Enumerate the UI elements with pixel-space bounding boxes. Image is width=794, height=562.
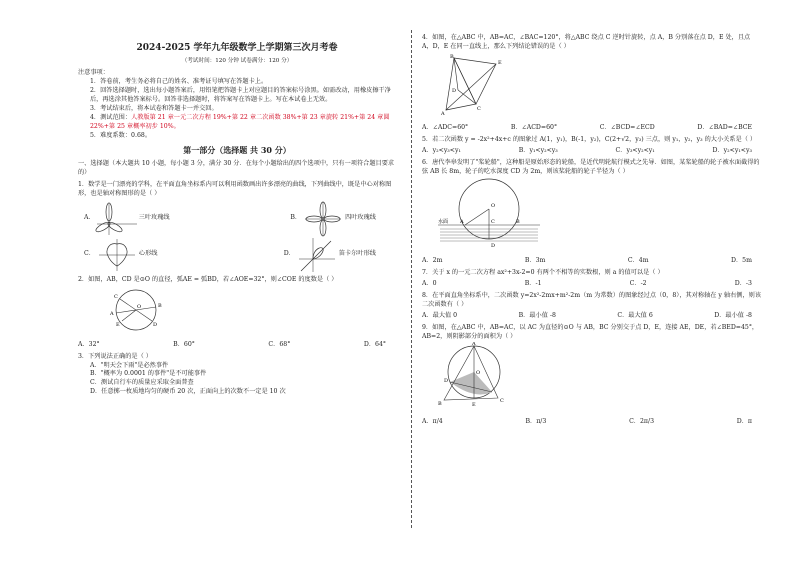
q6-option-b[interactable]: B．3m bbox=[524, 256, 546, 264]
q6-options bbox=[422, 257, 762, 266]
question-3 bbox=[78, 353, 396, 398]
q2-point-c: C bbox=[114, 293, 118, 300]
note-1: 1．答卷前，考生务必将自己的姓名、准考证号填写在答题卡上。 bbox=[90, 78, 268, 86]
note-3: 3．考试结束后，将本试卷和答题卡一并交回。 bbox=[90, 105, 218, 113]
note-4-label: 4．测试范围： bbox=[90, 114, 132, 122]
folium-of-descartes-figure bbox=[295, 237, 339, 273]
column-divider bbox=[411, 30, 412, 528]
q1-option-b[interactable] bbox=[290, 201, 376, 237]
q4-point-e: E bbox=[498, 59, 502, 66]
q6-option-d[interactable]: D．5m bbox=[731, 256, 752, 264]
right-column bbox=[422, 30, 762, 427]
q6-point-o: O bbox=[491, 202, 496, 209]
q5-option-b[interactable]: B．y₁<y₂<y₃ bbox=[518, 146, 558, 154]
q9-text: 9．如图，在△ABC 中，AB=AC，以 AC 为直径的⊙O 与 AB，BC 分别交于点 D，E，连接 AE，DE，若∠BED=45°，AB=2，则阴影部分的面积为（ ） bbox=[422, 323, 759, 340]
q9-point-c: C bbox=[500, 397, 504, 404]
q4-point-d: D bbox=[452, 87, 457, 94]
q3-text: 3．下列说法正确的是（ ） bbox=[78, 352, 152, 360]
q4-point-c: C bbox=[477, 105, 481, 112]
q6-paddle-wheel-figure bbox=[434, 177, 544, 251]
q9-circle-figure bbox=[434, 342, 514, 412]
q1-b-letter: B． bbox=[290, 214, 302, 222]
q1-text: 1．数学是一门漂亮的学科，在平面直角坐标系内可以利用函数画出许多漂亮的曲线，下列曲线中，既是中心对称图形，也是轴对称图形的是（ ） bbox=[78, 180, 392, 197]
q9-c-value: 2π/3 bbox=[639, 417, 655, 425]
q1-option-a[interactable] bbox=[84, 202, 170, 236]
q9-point-a: A bbox=[472, 341, 476, 347]
q6-point-c: C bbox=[491, 218, 495, 225]
q2-option-b[interactable]: B．60° bbox=[173, 340, 195, 348]
q2-point-e: E bbox=[116, 321, 120, 328]
q8-option-d[interactable]: D．最小值 -8 bbox=[714, 311, 752, 319]
question-6 bbox=[422, 159, 762, 266]
q6-option-a[interactable]: A．2m bbox=[422, 256, 443, 264]
q1-a-label: 三叶玫瑰线 bbox=[138, 214, 170, 222]
q6-point-d: D bbox=[491, 242, 496, 249]
q2-circle-figure bbox=[96, 285, 176, 335]
q7-option-c[interactable]: C．-2 bbox=[629, 279, 647, 287]
q3-option-a[interactable]: A．"明天会下雨"是必然事件 bbox=[90, 361, 169, 369]
q1-d-label: 笛卡尔叶形线 bbox=[338, 250, 376, 258]
q1-option-d[interactable] bbox=[284, 237, 376, 273]
q9-option-c[interactable] bbox=[629, 418, 654, 427]
q6-text: 6．唐代李皋发明了"桨轮船"，这种船是原始形态的轮船，是近代明轮航行模式之先导．如图，某桨轮船的轮子被水面截得的弦 AB 长 8m，轮子的吃水深度 CD 为 2m，则该桨轮船的轮子半径为（ ） bbox=[422, 158, 760, 175]
q1-options-row2 bbox=[78, 237, 396, 273]
four-leaf-rose-figure bbox=[301, 201, 345, 237]
q8-option-a[interactable]: A．最大值 0 bbox=[422, 311, 458, 319]
q7-option-d[interactable]: D．-3 bbox=[734, 279, 752, 287]
q9-a-letter: A． bbox=[422, 417, 433, 425]
q7-option-b[interactable]: B．-1 bbox=[524, 279, 542, 287]
q4-option-b[interactable]: B．∠ACD=60° bbox=[510, 123, 558, 131]
q8-option-c[interactable]: C．最大值 6 bbox=[617, 311, 653, 319]
question-2 bbox=[78, 276, 396, 350]
q7-text: 7．关于 x 的一元二次方程 ax²+3x-2=0 有两个不相等的实数根，则 a 的值可以是（ ） bbox=[422, 268, 664, 276]
q1-options-row1 bbox=[78, 201, 396, 237]
section-title: 第一部分（选择题 共 30 分） bbox=[183, 145, 291, 156]
q2-options bbox=[78, 341, 396, 350]
q4-triangle-figure bbox=[436, 52, 506, 118]
notes-heading: 注意事项： bbox=[78, 69, 109, 77]
exam-subtitle: （考试时间：120 分钟 试卷满分：120 分） bbox=[181, 58, 293, 65]
q3-option-b[interactable]: B．"概率为 0.0001 的事件"是不可能事件 bbox=[90, 370, 207, 378]
q1-b-label: 四叶玫瑰线 bbox=[345, 214, 376, 222]
q2-option-c[interactable]: C．68° bbox=[268, 340, 291, 348]
question-4 bbox=[422, 34, 762, 133]
q6-option-c[interactable]: C．4m bbox=[627, 256, 649, 264]
q9-option-d[interactable]: D．π bbox=[736, 417, 752, 425]
left-column bbox=[78, 30, 396, 397]
q9-a-value: π/4 bbox=[432, 417, 443, 425]
q8-option-b[interactable]: B．最小值 -8 bbox=[518, 311, 556, 319]
q8-text: 8．在平面直角坐标系中，二次函数 y=2x²-2mx+m²-2m（m 为常数）的图象经过点（0，8），其对称轴在 y 轴右侧，则该二次函数有（ ） bbox=[422, 291, 762, 308]
q3-option-c[interactable]: C．测试自行车的质量应采取全面普查 bbox=[90, 379, 194, 387]
q1-a-letter: A． bbox=[84, 214, 95, 222]
q2-point-b: B bbox=[158, 302, 162, 309]
exam-title: 2024-2025 学年九年级数学上学期第三次月考卷 bbox=[136, 43, 338, 53]
cardioid-figure bbox=[95, 238, 139, 272]
q6-point-a: A bbox=[460, 218, 464, 225]
question-5 bbox=[422, 136, 762, 156]
q8-options bbox=[422, 312, 762, 321]
q4-options bbox=[422, 124, 762, 133]
q9-options bbox=[422, 418, 762, 427]
q6-point-b: B bbox=[516, 218, 520, 225]
q3-option-d[interactable]: D．任意掷一枚质地均匀的硬币 20 次，正面向上的次数不一定是 10 次 bbox=[90, 388, 286, 396]
question-9 bbox=[422, 324, 762, 427]
q2-text: 2．如图，AB，CD 是⊙O 的直径，弧AE = 弧BD，若∠AOE=32°，则∠COE 的度数是（ ） bbox=[78, 275, 338, 283]
q5-text: 5．若二次函数 y = -2x²+4x+c 的图象过 A(1，y₁)，B(-1，y₂)，C(2+√2，y₃) 三点，则 y₁，y₂，y₃ 的大小关系是（ ） bbox=[422, 135, 757, 143]
q7-options bbox=[422, 280, 762, 289]
q2-option-a[interactable]: A．32° bbox=[78, 340, 100, 348]
note-4-scope: 人教版第 21 章一元二次方程 19%+第 22 章二次函数 38%+第 23 章旋转 21%+第 24 章圆 22%+第 25 章概率初步 10%。 bbox=[90, 114, 390, 131]
q4-option-c[interactable]: C．∠BCD=∠ECD bbox=[599, 123, 655, 131]
q9-c-letter: C． bbox=[629, 417, 640, 425]
q9-point-o: O bbox=[476, 369, 481, 376]
q9-point-e: E bbox=[472, 401, 476, 408]
q7-option-a[interactable]: A．0 bbox=[422, 279, 437, 287]
q1-d-letter: D． bbox=[283, 250, 295, 258]
q2-point-o: O bbox=[137, 303, 142, 310]
note-4 bbox=[78, 114, 396, 132]
note-2: 2．回答选择题时，选出每小题答案后，用铅笔把答题卡上对应题目的答案标号涂黑。如需改动，用橡皮擦干净后，再选涂其他答案标号。回答非选择题时，将答案写在答题卡上。写在本试卷上无效。 bbox=[90, 87, 391, 104]
three-leaf-rose-figure bbox=[95, 202, 139, 236]
q9-b-letter: B． bbox=[525, 417, 537, 425]
q4-option-d[interactable]: D．∠BAD=∠BCE bbox=[697, 123, 752, 131]
q6-water-label: 水面 bbox=[438, 218, 449, 225]
q2-point-a: A bbox=[110, 310, 114, 317]
section-intro: 一、选择题（本大题共 10 小题，每小题 3 分，满分 30 分．在每个小题给出的四个选项中，只有一项符合题目要求的） bbox=[78, 159, 395, 176]
q5-option-d[interactable]: D．y₂<y₁<y₃ bbox=[712, 146, 752, 154]
q5-option-a[interactable]: A．y₂<y₃<y₁ bbox=[422, 146, 461, 154]
q4-option-a[interactable]: A．∠ADC=60° bbox=[422, 123, 469, 131]
note-5: 5．难度系数：0.68。 bbox=[90, 132, 152, 140]
q9-option-a[interactable] bbox=[422, 418, 443, 427]
q1-c-letter: C． bbox=[84, 250, 95, 258]
q9-b-value: π/3 bbox=[536, 417, 547, 425]
q9-point-d: D bbox=[444, 377, 449, 384]
q5-options bbox=[422, 147, 762, 156]
q2-point-d: D bbox=[153, 321, 158, 328]
question-7 bbox=[422, 269, 762, 289]
q9-point-b: B bbox=[438, 400, 442, 407]
q4-point-a: A bbox=[441, 110, 445, 117]
question-8 bbox=[422, 292, 762, 321]
q2-option-d[interactable]: D．64° bbox=[363, 340, 386, 348]
q5-option-c[interactable]: C．y₃<y₂<y₁ bbox=[615, 146, 655, 154]
q4-point-b: B bbox=[450, 53, 454, 60]
q4-text: 4．如图，在△ABC 中，AB=AC，∠BAC=120°，将△ABC 绕点 C 逆时针旋转，点 A，B 分别落在点 D，E 处，且点 A，D，E 在同一直线上，那么下列结论错误的是（ ） bbox=[422, 34, 751, 50]
q1-option-c[interactable] bbox=[84, 238, 157, 272]
q1-c-label: 心形线 bbox=[138, 250, 158, 258]
q9-option-b[interactable] bbox=[525, 418, 546, 427]
question-1 bbox=[78, 181, 396, 273]
